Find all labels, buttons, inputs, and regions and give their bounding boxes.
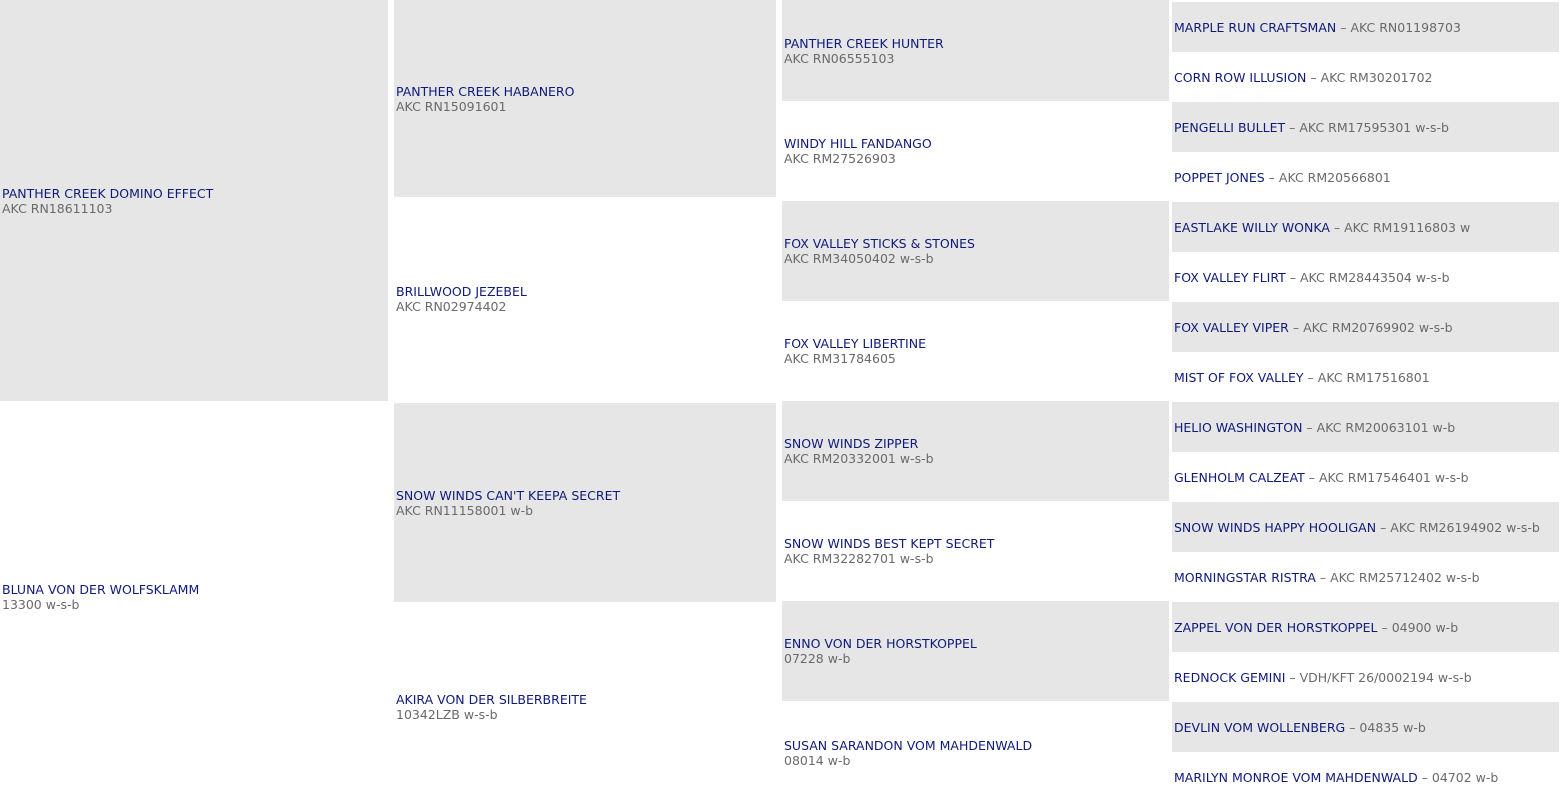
pedigree-cell-gen4 [1172,652,1559,702]
registration-number: 04900 w-b [1391,619,1459,635]
separator: – [1289,669,1296,685]
registration-number: AKC RM30201702 [1320,69,1433,85]
dog-name-link[interactable]: SNOW WINDS HAPPY HOOLIGAN [1174,519,1377,535]
pedigree-cell-gen4 [1172,52,1559,102]
registration-number: AKC RN18611103 [2,200,113,216]
dog-name-link[interactable]: SNOW WINDS BEST KEPT SECRET [784,536,995,551]
dog-name-link[interactable]: BLUNA VON DER WOLFSKLAMM [2,581,200,597]
pedigree-cell-gen3 [782,501,1169,601]
dog-name-link[interactable]: POPPET JONES [1174,169,1265,185]
dog-name-link[interactable]: FOX VALLEY FLIRT [1174,269,1286,285]
registration-number: AKC RM26194902 w-s-b [1390,519,1540,535]
dog-name-link[interactable]: PANTHER CREEK HUNTER [784,35,944,51]
dog-name-link[interactable]: SUSAN SARANDON VOM MAHDENWALD [784,737,1033,753]
pedigree-cell-gen3 [782,101,1169,201]
dog-name-link[interactable]: WINDY HILL FANDANGO [784,136,932,151]
pedigree-cell-gen4 [1172,202,1559,252]
registration-number: AKC RM17595301 w-s-b [1299,119,1449,135]
registration-number: AKC RM31784605 [784,351,896,366]
dog-name-link[interactable]: BRILLWOOD JEZEBEL [396,284,527,299]
registration-number: AKC RN01198703 [1350,19,1461,35]
dog-name-link[interactable]: AKIRA VON DER SILBERBREITE [396,692,587,707]
registration-number: 10342LZB w-s-b [396,707,498,722]
pedigree-cell-gen4 [1172,452,1559,502]
separator: – [1307,369,1314,385]
registration-number: AKC RN02974402 [396,299,507,314]
pedigree-cell-gen4 [1172,752,1559,802]
separator: – [1292,319,1300,335]
registration-number: 08014 w-b [784,752,851,768]
pedigree-cell-gen2 [394,0,776,197]
pedigree-cell-gen2 [394,197,776,401]
registration-number: AKC RM32282701 w-s-b [784,551,934,566]
dog-name-link[interactable]: PENGELLI BULLET [1174,119,1286,135]
registration-number: 04702 w-b [1431,769,1499,785]
dog-name-link[interactable]: DEVLIN VOM WOLLENBERG [1174,719,1346,735]
registration-number: AKC RN11158001 w-b [396,502,534,518]
registration-number: 13300 w-s-b [2,596,80,612]
separator: – [1268,169,1275,185]
separator: – [1308,469,1316,485]
registration-number: AKC RN06555103 [784,50,895,66]
pedigree-cell-gen4 [1172,352,1559,402]
pedigree-cell-gen3 [782,201,1169,301]
registration-number: VDH/KFT 26/0002194 w-s-b [1299,669,1472,685]
dog-name-link[interactable]: GLENHOLM CALZEAT [1174,469,1305,485]
dog-name-link[interactable]: PANTHER CREEK HABANERO [396,83,575,99]
dog-name-link[interactable]: SNOW WINDS ZIPPER [784,436,919,451]
registration-number: AKC RN15091601 [396,98,507,114]
separator: – [1421,769,1428,785]
registration-number: AKC RM28443504 w-s-b [1299,269,1450,285]
pedigree-cell-dam [0,401,388,792]
pedigree-cell-gen4 [1172,102,1559,152]
separator: – [1381,619,1388,635]
registration-number: AKC RM17546401 w-s-b [1319,469,1469,485]
pedigree-cell-gen3 [782,601,1169,701]
dog-name-link[interactable]: EASTLAKE WILLY WONKA [1174,219,1330,235]
separator: – [1289,119,1296,135]
registration-number: AKC RM20566801 [1278,169,1391,185]
dog-name-link[interactable]: MIST OF FOX VALLEY [1174,369,1304,385]
dog-name-link[interactable]: FOX VALLEY STICKS & STONES [784,236,975,251]
registration-number: AKC RM20063101 w-b [1316,419,1456,435]
registration-number: AKC RM17516801 [1317,369,1430,385]
dog-name-link[interactable]: MORNINGSTAR RISTRA [1174,569,1316,585]
pedigree-cell-gen3 [782,0,1169,101]
pedigree-cell-gen4 [1172,252,1559,302]
pedigree-cell-gen2 [394,602,776,812]
dog-name-link[interactable]: FOX VALLEY VIPER [1174,319,1289,335]
pedigree-cell-sire [0,0,388,401]
registration-number: AKC RM25712402 w-s-b [1330,569,1480,585]
dog-name-link[interactable]: MARILYN MONROE VOM MAHDENWALD [1174,769,1418,785]
separator: – [1306,419,1313,435]
registration-number: AKC RM20769902 w-s-b [1303,319,1453,335]
dog-name-link[interactable]: ZAPPEL VON DER HORSTKOPPEL [1174,619,1378,635]
separator: – [1380,519,1387,535]
dog-name-link[interactable]: ENNO VON DER HORSTKOPPEL [784,636,977,651]
dog-name-link[interactable]: SNOW WINDS CAN'T KEEPA SECRET [396,487,621,503]
pedigree-cell-gen4 [1172,552,1559,602]
separator: – [1310,69,1317,85]
registration-number: AKC RM27526903 [784,151,896,166]
pedigree-cell-gen4 [1172,2,1559,52]
dog-name-link[interactable]: CORN ROW ILLUSION [1174,69,1307,85]
dog-name-link[interactable]: REDNOCK GEMINI [1174,669,1286,685]
pedigree-cell-gen4 [1172,702,1559,752]
registration-number: AKC RM20332001 w-s-b [784,451,934,466]
dog-name-link[interactable]: FOX VALLEY LIBERTINE [784,336,926,351]
pedigree-cell-gen4 [1172,302,1559,352]
separator: – [1349,719,1356,735]
separator: – [1289,269,1296,285]
pedigree-cell-gen4 [1172,602,1559,652]
registration-number: AKC RM19116803 w [1344,219,1471,235]
registration-number: 07228 w-b [784,651,851,666]
pedigree-cell-gen3 [782,401,1169,501]
dog-name-link[interactable]: PANTHER CREEK DOMINO EFFECT [2,185,214,201]
dog-name-link[interactable]: HELIO WASHINGTON [1174,419,1303,435]
dog-name-link[interactable]: MARPLE RUN CRAFTSMAN [1174,19,1337,35]
separator: – [1340,19,1347,35]
pedigree-cell-gen2 [394,403,776,602]
pedigree-cell-gen4 [1172,152,1559,202]
pedigree-cell-gen4 [1172,402,1559,452]
pedigree-cell-gen4 [1172,502,1559,552]
separator: – [1319,569,1327,585]
registration-number: AKC RM34050402 w-s-b [784,251,934,266]
separator: – [1333,219,1341,235]
registration-number: 04835 w-b [1359,719,1426,735]
pedigree-cell-gen3 [782,301,1169,401]
pedigree-cell-gen3 [782,701,1169,804]
